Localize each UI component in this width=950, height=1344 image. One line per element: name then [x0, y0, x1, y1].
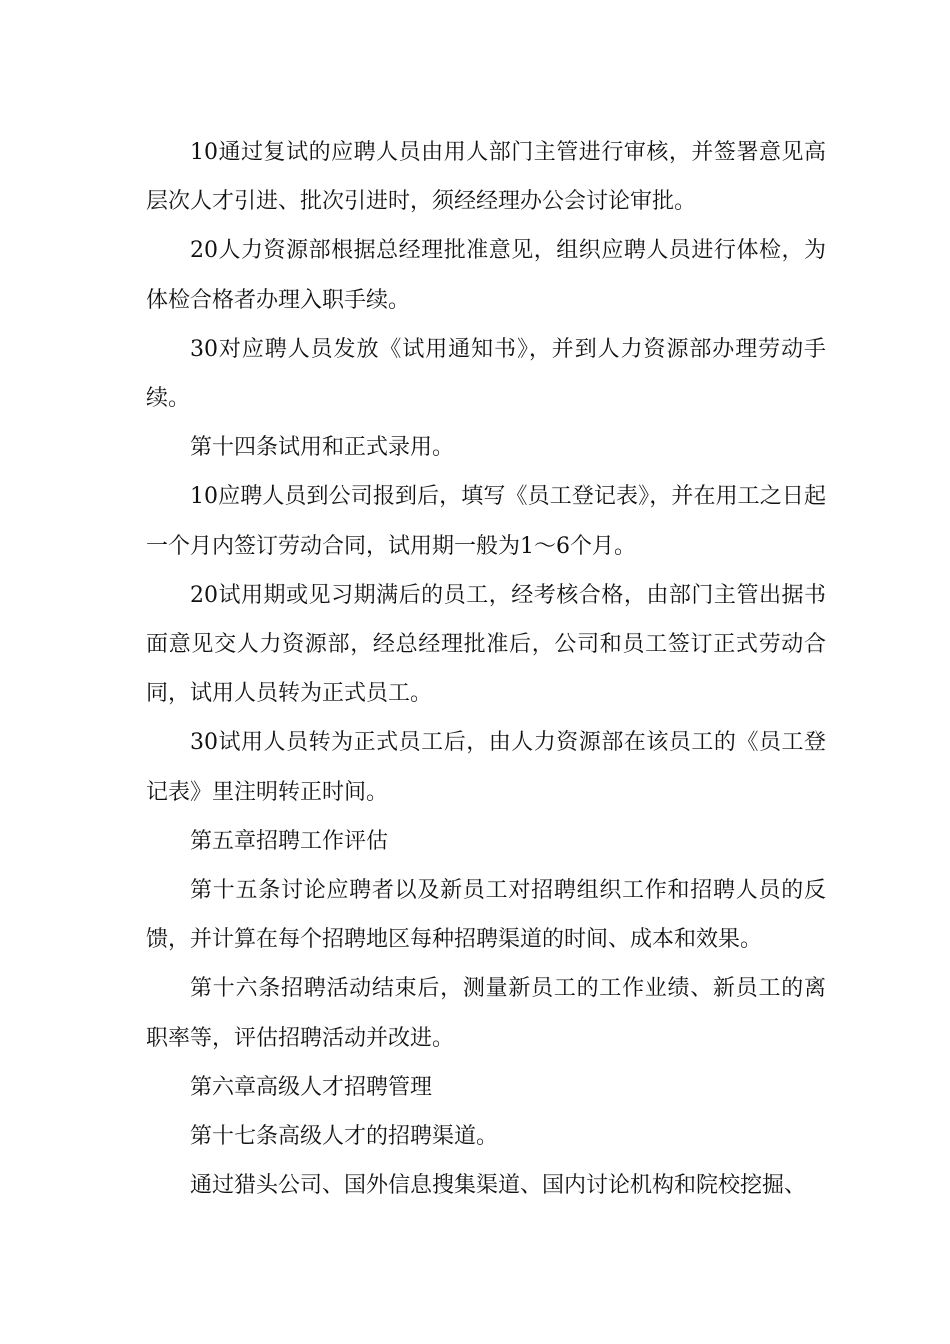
- paragraph: 第十五条讨论应聘者以及新员工对招聘组织工作和招聘人员的反馈，并计算在每个招聘地区每种招聘渠道的时间、成本和效果。: [146, 878, 826, 953]
- paragraph: 20人力资源部根据总经理批准意见，组织应聘人员进行体检，为体检合格者办理入职手续。: [146, 238, 826, 313]
- chapter-heading: 第五章招聘工作评估: [190, 828, 389, 854]
- paragraph: 20试用期或见习期满后的员工，经考核合格，由部门主管出据书面意见交人力资源部，经总经理批准后，公司和员工签订正式劳动合同，试用人员转为正式员工。: [146, 582, 826, 707]
- section-heading: 第十七条高级人才的招聘渠道。: [190, 1124, 499, 1150]
- paragraph: 第十六条招聘活动结束后，测量新员工的工作业绩、新员工的离职率等，评估招聘活动并改进。: [146, 976, 826, 1051]
- paragraph: 30对应聘人员发放《试用通知书》，并到人力资源部办理劳动手续。: [146, 336, 826, 412]
- chapter-heading: 第六章高级人才招聘管理: [190, 1074, 433, 1100]
- paragraph: 10通过复试的应聘人员由用人部门主管进行审核，并签署意见高层次人才引进、批次引进时，须经经理办公会讨论审批。: [146, 140, 826, 215]
- paragraph: 通过猎头公司、国外信息搜集渠道、国内讨论机构和院校挖掘、: [190, 1173, 807, 1199]
- paragraph: 30试用人员转为正式员工后，由人力资源部在该员工的《员工登记表》里注明转正时间。: [146, 730, 826, 805]
- paragraph: 10应聘人员到公司报到后，填写《员工登记表》，并在用工之日起一个月内签订劳动合同，试用期一般为1～6个月。: [146, 484, 826, 559]
- document-body: [146, 128, 826, 1210]
- section-heading: 第十四条试用和正式录用。: [190, 435, 455, 461]
